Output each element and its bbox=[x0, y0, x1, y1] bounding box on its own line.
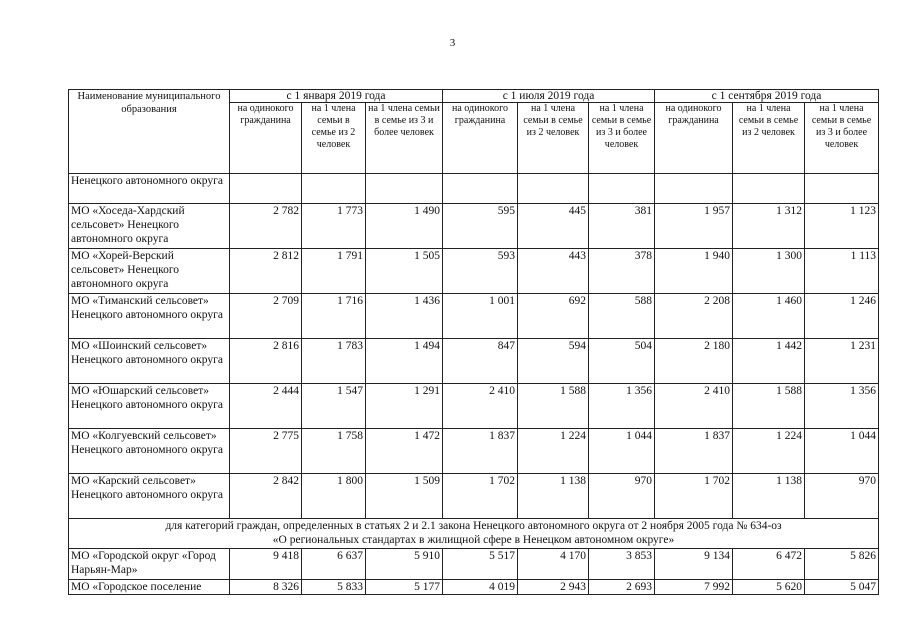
value-cell: 1 442 bbox=[733, 339, 805, 384]
table-row bbox=[69, 549, 879, 580]
value-cell: 595 bbox=[443, 204, 518, 249]
period-header-sep: с 1 сентября 2019 года bbox=[655, 90, 879, 103]
value-cell: 6 472 bbox=[733, 549, 805, 580]
municipality-name: МО «Хорей-Верский сельсовет» Ненецкого автономного округа bbox=[69, 249, 230, 294]
municipality-name: МО «Колгуевский сельсовет» Ненецкого автономного округа bbox=[69, 429, 230, 474]
value-cell: 4 170 bbox=[518, 549, 589, 580]
period-header-jul: с 1 июля 2019 года bbox=[443, 90, 655, 103]
value-cell: 1 773 bbox=[302, 204, 366, 249]
value-cell: 5 910 bbox=[366, 549, 443, 580]
value-cell: 1 588 bbox=[518, 384, 589, 429]
value-cell: 378 bbox=[589, 249, 655, 294]
value-cell: 1 113 bbox=[805, 249, 879, 294]
value-cell: 2 208 bbox=[655, 294, 733, 339]
section-band bbox=[69, 519, 879, 549]
value-cell: 1 291 bbox=[366, 384, 443, 429]
value-cell: 2 410 bbox=[655, 384, 733, 429]
value-cell: 970 bbox=[805, 474, 879, 519]
subheader-single: на одинокого гражданина bbox=[443, 103, 518, 174]
value-cell: 1 231 bbox=[805, 339, 879, 384]
table-row bbox=[69, 429, 879, 474]
value-cell: 1 044 bbox=[805, 429, 879, 474]
value-cell: 593 bbox=[443, 249, 518, 294]
value-cell: 2 410 bbox=[443, 384, 518, 429]
value-cell: 1 044 bbox=[589, 429, 655, 474]
municipality-name: МО «Городской округ «Город Нарьян-Мар» bbox=[69, 549, 230, 580]
value-cell: 1 356 bbox=[589, 384, 655, 429]
value-cell: 1 001 bbox=[443, 294, 518, 339]
value-cell: 1 224 bbox=[518, 429, 589, 474]
section-band-line1: для категорий граждан, определенных в статьях 2 и 2.1 закона Ненецкого автономного округа от 2 ноября 2005 года № 634-оз bbox=[165, 520, 782, 532]
value-cell: 970 bbox=[589, 474, 655, 519]
value-cell: 1 123 bbox=[805, 204, 879, 249]
value-cell: 1 460 bbox=[733, 294, 805, 339]
value-cell: 1 490 bbox=[366, 204, 443, 249]
municipality-name: Ненецкого автономного округа bbox=[69, 174, 230, 204]
value-cell: 2 693 bbox=[589, 580, 655, 595]
municipality-name: МО «Карский сельсовет» Ненецкого автономного округа bbox=[69, 474, 230, 519]
value-cell: 1 957 bbox=[655, 204, 733, 249]
value-cell: 1 246 bbox=[805, 294, 879, 339]
value-cell: 1 758 bbox=[302, 429, 366, 474]
table-row bbox=[69, 474, 879, 519]
value-cell: 4 019 bbox=[443, 580, 518, 595]
value-cell: 5 620 bbox=[733, 580, 805, 595]
table-row bbox=[69, 580, 879, 595]
value-cell: 1 940 bbox=[655, 249, 733, 294]
value-cell: 1 837 bbox=[443, 429, 518, 474]
value-cell: 5 833 bbox=[302, 580, 366, 595]
value-cell: 2 782 bbox=[230, 204, 302, 249]
value-cell: 381 bbox=[589, 204, 655, 249]
value-cell: 504 bbox=[589, 339, 655, 384]
value-cell: 2 709 bbox=[230, 294, 302, 339]
table-row bbox=[69, 249, 879, 294]
value-cell: 5 047 bbox=[805, 580, 879, 595]
table-row bbox=[69, 174, 879, 204]
value-cell: 1 800 bbox=[302, 474, 366, 519]
subheader-three-plus: на 1 члена семьи в семье из 3 и более человек bbox=[805, 103, 879, 174]
table-row bbox=[69, 384, 879, 429]
section-band-row bbox=[69, 519, 879, 549]
value-cell: 1 138 bbox=[733, 474, 805, 519]
value-cell: 5 517 bbox=[443, 549, 518, 580]
value-cell: 1 837 bbox=[655, 429, 733, 474]
living-wage-table bbox=[68, 89, 879, 595]
subheader-two: на 1 члена семьи в семье из 2 человек bbox=[518, 103, 589, 174]
value-cell: 2 444 bbox=[230, 384, 302, 429]
value-cell: 1 224 bbox=[733, 429, 805, 474]
value-cell: 2 816 bbox=[230, 339, 302, 384]
municipality-name: МО «Хоседа-Хардский сельсовет» Ненецкого автономного округа bbox=[69, 204, 230, 249]
value-cell: 1 588 bbox=[733, 384, 805, 429]
subheader-three-plus: на 1 члена семьи в семье из 3 и более человек bbox=[589, 103, 655, 174]
value-cell: 1 312 bbox=[733, 204, 805, 249]
value-cell: 1 702 bbox=[443, 474, 518, 519]
section-band-line2: «О региональных стандартах в жилищной сфере в Ненецком автономном округе» bbox=[272, 534, 675, 546]
value-cell: 692 bbox=[518, 294, 589, 339]
municipality-header: Наименование муниципального образования bbox=[69, 90, 230, 174]
municipality-name: МО «Юшарский сельсовет» Ненецкого автономного округа bbox=[69, 384, 230, 429]
subheader-single: на одинокого гражданина bbox=[230, 103, 302, 174]
table-row bbox=[69, 204, 879, 249]
value-cell: 1 472 bbox=[366, 429, 443, 474]
value-cell: 5 826 bbox=[805, 549, 879, 580]
period-header-jan: с 1 января 2019 года bbox=[230, 90, 443, 103]
municipality-name: МО «Городское поселение bbox=[69, 580, 230, 595]
value-cell: 847 bbox=[443, 339, 518, 384]
value-cell: 8 326 bbox=[230, 580, 302, 595]
value-cell: 1 783 bbox=[302, 339, 366, 384]
value-cell: 1 494 bbox=[366, 339, 443, 384]
value-cell: 2 812 bbox=[230, 249, 302, 294]
value-cell: 1 547 bbox=[302, 384, 366, 429]
subheader-two: на 1 члена семьи в семье из 2 человек bbox=[733, 103, 805, 174]
subheader-two: на 1 члена семьи в семье из 2 человек bbox=[302, 103, 366, 174]
value-cell: 2 775 bbox=[230, 429, 302, 474]
municipality-name: МО «Тиманский сельсовет» Ненецкого автономного округа bbox=[69, 294, 230, 339]
table-row bbox=[69, 294, 879, 339]
table-row bbox=[69, 339, 879, 384]
value-cell: 2 943 bbox=[518, 580, 589, 595]
value-cell: 5 177 bbox=[366, 580, 443, 595]
value-cell: 9 418 bbox=[230, 549, 302, 580]
value-cell: 1 509 bbox=[366, 474, 443, 519]
value-cell: 445 bbox=[518, 204, 589, 249]
value-cell: 1 356 bbox=[805, 384, 879, 429]
value-cell: 7 992 bbox=[655, 580, 733, 595]
value-cell: 1 138 bbox=[518, 474, 589, 519]
subheader-three-plus: на 1 члена семьи в семье из 3 и более человек bbox=[366, 103, 443, 174]
value-cell: 588 bbox=[589, 294, 655, 339]
municipality-name: МО «Шоинский сельсовет» Ненецкого автономного округа bbox=[69, 339, 230, 384]
value-cell: 1 716 bbox=[302, 294, 366, 339]
value-cell: 9 134 bbox=[655, 549, 733, 580]
value-cell: 1 505 bbox=[366, 249, 443, 294]
subheader-single: на одинокого гражданина bbox=[655, 103, 733, 174]
value-cell: 1 702 bbox=[655, 474, 733, 519]
value-cell: 2 842 bbox=[230, 474, 302, 519]
value-cell: 1 300 bbox=[733, 249, 805, 294]
value-cell: 443 bbox=[518, 249, 589, 294]
page-number: 3 bbox=[449, 37, 456, 49]
value-cell: 1 791 bbox=[302, 249, 366, 294]
value-cell: 6 637 bbox=[302, 549, 366, 580]
value-cell: 1 436 bbox=[366, 294, 443, 339]
value-cell: 594 bbox=[518, 339, 589, 384]
value-cell: 2 180 bbox=[655, 339, 733, 384]
value-cell: 3 853 bbox=[589, 549, 655, 580]
